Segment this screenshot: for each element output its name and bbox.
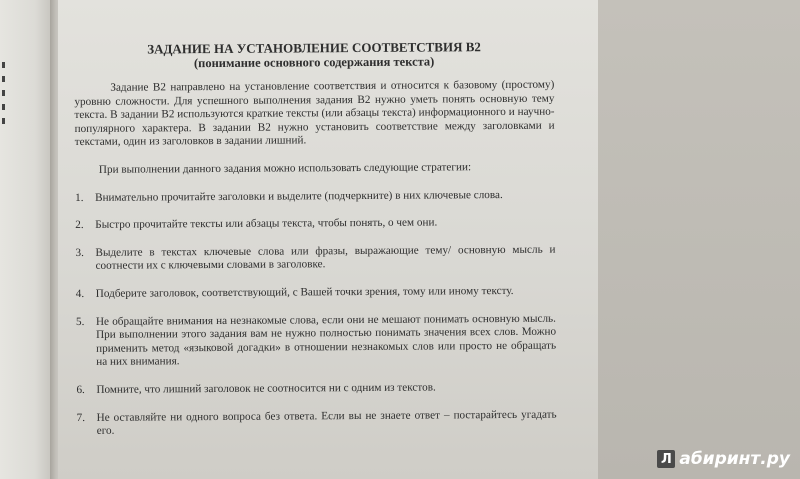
list-item-text: Выделите в текстах ключевые слова или фразы, выражающие тему/ основную мысль и соотнести их с ключевыми словами в заголовке.	[95, 243, 556, 273]
page-title: ЗАДАНИЕ НА УСТАНОВЛЕНИЕ СООТВЕТСТВИЯ B2	[147, 39, 481, 57]
list-item-text: Быстро прочитайте тексты или абзацы текста, чтобы понять, о чем они.	[95, 216, 438, 232]
strategies-list	[75, 188, 557, 438]
list-item-number: 5.	[75, 315, 85, 328]
page-subtitle: (понимание основного содержания текста)	[193, 54, 435, 71]
list-item	[76, 381, 556, 398]
list-item-number: 1.	[75, 191, 84, 204]
watermark-text: абиринт.ру	[679, 449, 790, 469]
list-item-number: 2.	[75, 219, 84, 232]
list-item-number: 7.	[76, 411, 86, 424]
list-item-text: Подберите заголовок, соответствующий, с Вашей точки зрения, тому или иному тексту.	[95, 284, 514, 300]
strategies-lead: При выполнении данного задания можно использовать следующие стратегии:	[98, 161, 472, 176]
list-item-text: Внимательно прочитайте заголовки и выделите (подчеркните) в них ключевые слова.	[95, 188, 503, 204]
list-item	[75, 188, 555, 205]
list-item-number: 6.	[76, 383, 85, 396]
list-item-number: 4.	[75, 287, 85, 300]
list-item	[77, 408, 557, 439]
facing-page-text-fragments	[2, 62, 8, 132]
list-item-number: 3.	[75, 246, 84, 259]
list-item-text: Помните, что лишний заголовок не соотносится ни с одним из текстов.	[96, 381, 436, 396]
background-surface	[598, 0, 800, 479]
list-item	[75, 216, 555, 233]
list-item-text: Не обращайте внимания на незнакомые слова, если они не мешают понимать основную мысль. При выполнении этого задания вам не нужно полностью понимать значения всех слов. Можно применить метод «языковой догадки» в отношении незнакомых слов или просто не обращать на них внимания.	[95, 312, 557, 369]
list-item	[75, 243, 555, 274]
labirint-logo-icon: Л	[657, 450, 675, 468]
list-item	[76, 285, 556, 302]
page-content	[74, 39, 557, 453]
facing-page-edge	[0, 0, 50, 479]
list-item-text: Не оставляйте ни одного вопроса без ответа. Если вы не знаете ответ – постарайтесь угадать его.	[96, 408, 557, 437]
list-item	[76, 312, 556, 370]
labirint-watermark	[657, 449, 790, 469]
intro-paragraph: Задание B2 направлено на установление соответствия и относится к базовому (простому) уровню сложности. Для успешного выполнения задания B2 нужно уметь понять основную тему текста. В задании B2 используются краткие тексты (или абзацы текста) информационного и научно-популярного характера. В задании B2 нужно установить соответствие между заголовками и текстами, один из заголовков в задании лишний.	[74, 78, 555, 149]
